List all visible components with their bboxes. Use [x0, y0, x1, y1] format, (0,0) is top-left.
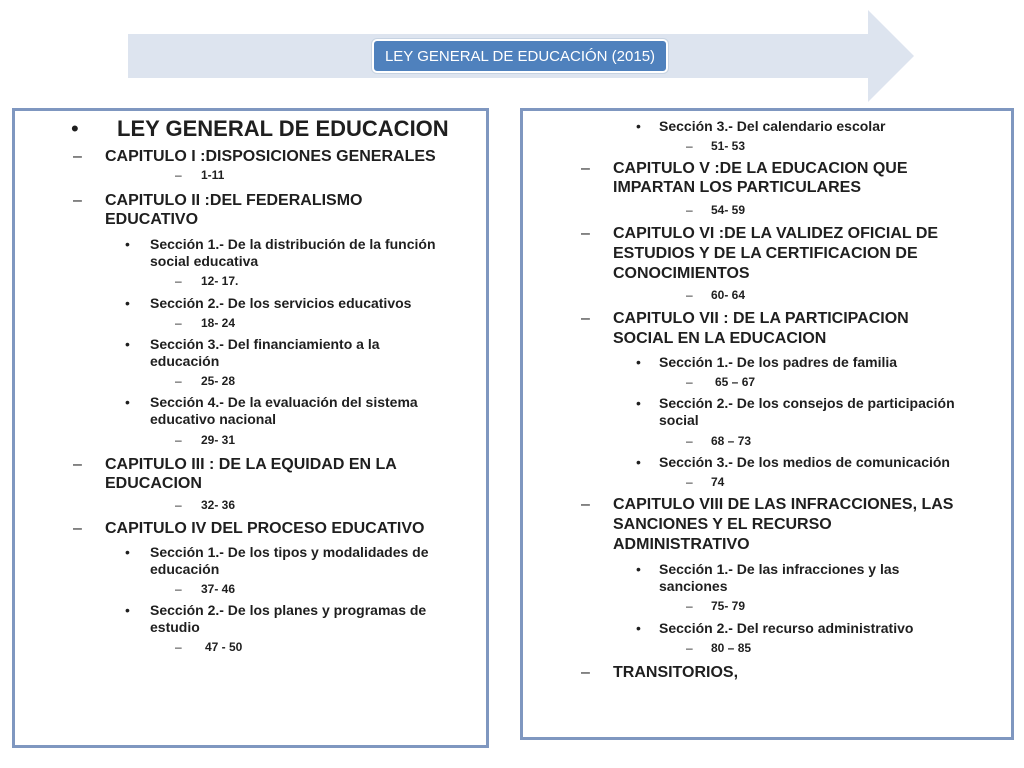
- bullet-marker: •: [125, 602, 130, 618]
- chapter-4-section-3-range: 51- 53: [711, 139, 746, 153]
- chapter-7-label: CAPITULO VII : DE LA PARTICIPACION: [613, 310, 909, 327]
- dash-marker: –: [686, 641, 693, 655]
- chapter-4-section-1-range: 37- 46: [201, 582, 236, 596]
- chapter-8-section-2: Sección 2.- Del recurso administrativo: [659, 620, 914, 636]
- chapter-2-section-3-cont: educación: [150, 353, 220, 369]
- chapter-3-range: 32- 36: [201, 498, 236, 512]
- chapter-7-section-2-cont: social: [659, 412, 699, 428]
- chapter-5-label: CAPITULO V :DE LA EDUCACION QUE: [613, 160, 908, 177]
- chapter-2-section-1-cont: social educativa: [150, 253, 259, 269]
- outline-title: LEY GENERAL DE EDUCACION: [117, 116, 449, 141]
- bullet-marker: •: [636, 454, 641, 470]
- chapter-7-label-cont: SOCIAL EN LA EDUCACION: [613, 330, 827, 347]
- dash-marker: –: [175, 582, 182, 596]
- chapter-1-label: CAPITULO I :DISPOSICIONES GENERALES: [105, 148, 436, 165]
- chapter-2-section-1-range: 12- 17.: [201, 274, 239, 288]
- bullet-marker: •: [125, 236, 130, 252]
- chapter-7-section-3: Sección 3.- De los medios de comunicación: [659, 454, 950, 470]
- chapter-7-section-1-range: 65 – 67: [715, 375, 756, 389]
- dash-marker: –: [686, 139, 693, 153]
- dash-marker: –: [73, 456, 82, 473]
- chapter-8-label: CAPITULO VIII DE LAS INFRACCIONES, LAS: [613, 496, 954, 513]
- bullet-marker: •: [636, 118, 641, 134]
- left-outline-panel: [12, 108, 489, 748]
- chapter-4-section-1-cont: educación: [150, 561, 220, 577]
- dash-marker: –: [175, 498, 182, 512]
- chapter-2-label-cont: EDUCATIVO: [105, 211, 199, 228]
- banner-title: LEY GENERAL DE EDUCACIÓN (2015): [372, 39, 668, 73]
- dash-marker: –: [581, 310, 590, 327]
- chapter-4-section-3: Sección 3.- Del calendario escolar: [659, 118, 886, 134]
- dash-marker: –: [686, 375, 693, 389]
- dash-marker: –: [686, 203, 693, 217]
- chapter-7-section-2: Sección 2.- De los consejos de participación: [659, 395, 955, 411]
- chapter-2-section-4-range: 29- 31: [201, 433, 236, 447]
- chapter-2-section-4: Sección 4.- De la evaluación del sistema: [150, 394, 418, 410]
- chapter-8-section-1-cont: sanciones: [659, 578, 728, 594]
- chapter-2-section-3-range: 25- 28: [201, 374, 236, 388]
- dash-marker: –: [686, 475, 693, 489]
- chapter-8-section-1-range: 75- 79: [711, 599, 746, 613]
- chapter-4-section-2-cont: estudio: [150, 619, 200, 635]
- chapter-8-label-cont-2: ADMINISTRATIVO: [613, 536, 750, 553]
- chapter-6-label-cont: ESTUDIOS Y DE LA CERTIFICACION DE: [613, 245, 918, 262]
- dash-marker: –: [175, 168, 182, 182]
- chapter-8-label-cont: SANCIONES Y EL RECURSO: [613, 516, 832, 533]
- dash-marker: –: [686, 288, 693, 302]
- chapter-3-label: CAPITULO III : DE LA EQUIDAD EN LA: [105, 456, 397, 473]
- bullet-marker: •: [636, 620, 641, 636]
- dash-marker: –: [581, 225, 590, 242]
- chapter-2-section-2: Sección 2.- De los servicios educativos: [150, 295, 412, 311]
- chapter-2-section-2-range: 18- 24: [201, 316, 236, 330]
- chapter-4-label: CAPITULO IV DEL PROCESO EDUCATIVO: [105, 520, 425, 537]
- dash-marker: –: [581, 496, 590, 513]
- bullet-marker: •: [125, 336, 130, 352]
- chapter-4-section-1: Sección 1.- De los tipos y modalidades de: [150, 544, 429, 560]
- dash-marker: –: [175, 374, 182, 388]
- chapter-5-label-cont: IMPARTAN LOS PARTICULARES: [613, 179, 861, 196]
- chapter-2-section-1: Sección 1.- De la distribución de la función: [150, 236, 436, 252]
- chapter-7-section-3-range: 74: [711, 475, 725, 489]
- bullet-marker: •: [125, 544, 130, 560]
- chapter-2-label: CAPITULO II :DEL FEDERALISMO: [105, 192, 363, 209]
- dash-marker: –: [175, 433, 182, 447]
- transitorios-label: TRANSITORIOS,: [613, 664, 739, 681]
- dash-marker: –: [175, 316, 182, 330]
- right-outline-panel: [520, 108, 1014, 740]
- dash-marker: –: [175, 274, 182, 288]
- chapter-6-range: 60- 64: [711, 288, 746, 302]
- dash-marker: –: [581, 160, 590, 177]
- chapter-3-label-cont: EDUCACION: [105, 475, 202, 492]
- chapter-8-section-1: Sección 1.- De las infracciones y las: [659, 561, 900, 577]
- chapter-6-label: CAPITULO VI :DE LA VALIDEZ OFICIAL DE: [613, 225, 939, 242]
- chapter-1-range: 1-11: [201, 168, 225, 182]
- chapter-7-section-1: Sección 1.- De los padres de familia: [659, 354, 898, 370]
- dash-marker: –: [686, 599, 693, 613]
- bullet-marker: •: [636, 354, 641, 370]
- dash-marker: –: [686, 434, 693, 448]
- chapter-8-section-2-range: 80 – 85: [711, 641, 752, 655]
- chapter-2-section-3: Sección 3.- Del financiamiento a la: [150, 336, 380, 352]
- bullet-marker: •: [636, 561, 641, 577]
- chapter-4-section-2-range: 47 - 50: [205, 640, 243, 654]
- dash-marker: –: [73, 520, 82, 537]
- bullet-marker: •: [636, 395, 641, 411]
- chapter-6-label-cont-2: CONOCIMIENTOS: [613, 265, 750, 282]
- title-bullet: •: [71, 116, 79, 141]
- bullet-marker: •: [125, 394, 130, 410]
- chapter-2-section-4-cont: educativo nacional: [150, 411, 277, 427]
- dash-marker: –: [73, 192, 82, 209]
- dash-marker: –: [581, 664, 590, 681]
- chapter-7-section-2-range: 68 – 73: [711, 434, 752, 448]
- chapter-5-range: 54- 59: [711, 203, 746, 217]
- dash-marker: –: [175, 640, 182, 654]
- chapter-4-section-2: Sección 2.- De los planes y programas de: [150, 602, 427, 618]
- bullet-marker: •: [125, 295, 130, 311]
- dash-marker: –: [73, 148, 82, 165]
